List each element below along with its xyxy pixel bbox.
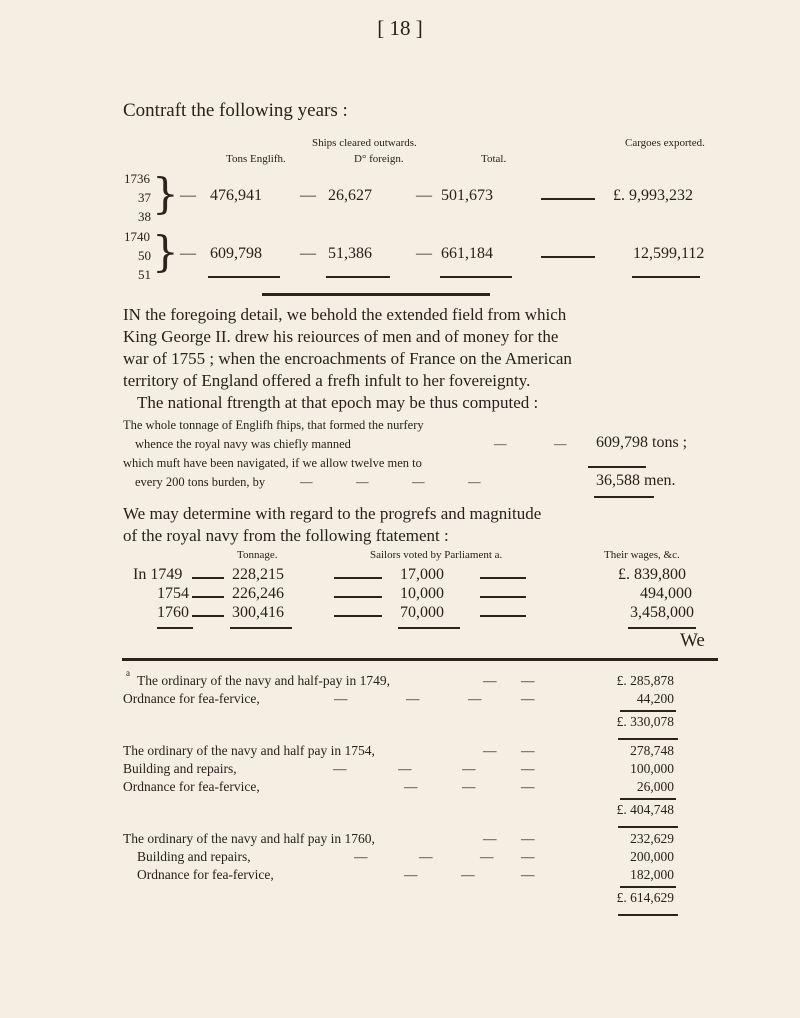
navy-row2-tonnage: 226,246 [232, 585, 284, 602]
footnote-dash: — [419, 849, 433, 864]
navy-row2-wages: 494,000 [640, 585, 692, 602]
sum-rule [618, 914, 678, 916]
row1-total: 501,673 [441, 187, 493, 204]
row1-year-b: 37 [138, 190, 151, 205]
sum-rule [620, 798, 676, 800]
navy-dash [192, 577, 224, 579]
footnote-dash: — [521, 849, 535, 864]
navy-dash [334, 615, 382, 617]
para2-line-2: of the royal navy from the following ftatement : [123, 526, 449, 545]
computation-underline [594, 496, 654, 498]
fn3-item2-value: 200,000 [630, 849, 674, 864]
navy-row1-tonnage: 228,215 [232, 566, 284, 583]
column-underline [440, 276, 512, 278]
para1-line-3: war of 1755 ; when the encroachments of France on the American [123, 349, 572, 368]
computation-dash: — [300, 475, 313, 489]
fn3-total: £. 614,629 [616, 890, 674, 905]
col-tonnage: Tonnage. [237, 549, 278, 561]
computation-tons: 609,798 tons ; [596, 434, 688, 451]
fn3-item1-label: The ordinary of the navy and half pay in 1760, [123, 831, 375, 846]
column-underline [632, 276, 700, 278]
fn2-total: £. 404,748 [616, 802, 674, 817]
row2-year-b: 50 [138, 248, 151, 263]
footnote-dash: — [521, 673, 535, 688]
sum-rule [620, 710, 676, 712]
sum-rule [618, 826, 678, 828]
footnote-dash: — [483, 743, 497, 758]
fn1-item2-label: Ordnance for fea-fervice, [123, 691, 260, 706]
row1-dash: — [416, 187, 432, 204]
fn2-item2-value: 100,000 [630, 761, 674, 776]
fn3-item3-label: Ordnance for fea-fervice, [137, 867, 274, 882]
footnote-separator [122, 658, 718, 661]
ships-cleared-header: Ships cleared outwards. [312, 137, 417, 149]
navy-dash [334, 577, 382, 579]
page-number: [ 18 ] [377, 16, 423, 40]
fn2-item1-value: 278,748 [630, 743, 674, 758]
computation-dash: — [412, 475, 425, 489]
sum-rule [620, 886, 676, 888]
computation-line-2: whence the royal navy was chiefly manned [135, 437, 351, 451]
column-underline [157, 627, 193, 629]
column-underline [398, 627, 460, 629]
cargoes-header: Cargoes exported. [625, 137, 705, 149]
fn2-item1-label: The ordinary of the navy and half pay in 1754, [123, 743, 375, 758]
column-underline [326, 276, 390, 278]
fn2-item3-label: Ordnance for fea-fervice, [123, 779, 260, 794]
computation-men: 36,588 men. [596, 472, 676, 489]
computation-line-4: every 200 tons burden, by [135, 475, 266, 489]
navy-row1-wages: £. 839,800 [618, 566, 686, 583]
fn1-item1-value: £. 285,878 [616, 673, 674, 688]
footnote-dash: — [521, 831, 535, 846]
footnote-dash: — [483, 673, 497, 688]
footnote-dash: — [334, 691, 348, 706]
fn1-total: £. 330,078 [616, 714, 674, 729]
para2-line-1: We may determine with regard to the progrefs and magnitude [123, 504, 542, 523]
row1-long-dash [541, 198, 595, 200]
computation-line-1: The whole tonnage of Englifh fhips, that formed the nurfery [123, 418, 424, 432]
navy-dash [192, 615, 224, 617]
fn3-item2-label: Building and repairs, [137, 849, 251, 864]
footnote-dash: — [406, 691, 420, 706]
col-foreign: D° foreign. [354, 153, 404, 165]
row1-dash: — [300, 187, 316, 204]
navy-row3-wages: 3,458,000 [630, 604, 694, 621]
para1-line-2: King George II. drew his reiources of men and of money for the [123, 327, 559, 346]
sum-rule [618, 738, 678, 740]
footnote-dash: — [462, 779, 476, 794]
fn3-item1-value: 232,629 [630, 831, 674, 846]
computation-long-dash [588, 466, 646, 468]
navy-row2-sailors: 10,000 [400, 585, 444, 602]
footnote-dash: — [521, 867, 535, 882]
footnote-dash: — [521, 761, 535, 776]
footnote-dash: — [404, 779, 418, 794]
row1-year-c: 38 [138, 209, 151, 224]
footnote-dash: — [333, 761, 347, 776]
row1-english: 476,941 [210, 187, 262, 204]
row2-long-dash [541, 256, 595, 258]
navy-row3-year: 1760 [157, 604, 189, 621]
footnote-dash: — [354, 849, 368, 864]
footnote-dash: — [468, 691, 482, 706]
column-underline [628, 627, 696, 629]
fn1-item1-label: The ordinary of the navy and half-pay in 1749, [137, 673, 391, 688]
navy-dash [192, 596, 224, 598]
navy-row1-sailors: 17,000 [400, 566, 444, 583]
navy-dash [480, 577, 526, 579]
row1-foreign: 26,627 [328, 187, 372, 204]
col-total: Total. [481, 153, 507, 165]
row2-total: 661,184 [441, 245, 493, 262]
fn3-item3-value: 182,000 [630, 867, 674, 882]
row1-year-a: 1736 [124, 171, 150, 186]
brace-glyph: } [152, 169, 179, 218]
computation-dash: — [356, 475, 369, 489]
footnote-dash: — [521, 779, 535, 794]
row2-leading-dash: — [180, 245, 196, 262]
fn1-item2-value: 44,200 [636, 691, 674, 706]
row2-foreign: 51,386 [328, 245, 372, 262]
row2-dash: — [416, 245, 432, 262]
column-underline [230, 627, 292, 629]
footnote-dash: — [480, 849, 494, 864]
computation-dash: — [554, 437, 567, 451]
footnote-dash: — [461, 867, 475, 882]
navy-row1-year: In 1749 [133, 566, 183, 583]
computation-dash: — [468, 475, 481, 489]
row2-dash: — [300, 245, 316, 262]
row2-cargo: 12,599,112 [633, 245, 705, 262]
footnote-dash: — [398, 761, 412, 776]
para1-line-5: The national ftrength at that epoch may be thus computed : [137, 393, 539, 412]
footnote-dash: — [521, 691, 535, 706]
navy-row3-tonnage: 300,416 [232, 604, 284, 621]
row2-year-c: 51 [138, 267, 151, 282]
navy-row2-year: 1754 [157, 585, 189, 602]
computation-line-3: which muft have been navigated, if we allow twelve men to [123, 456, 422, 470]
fn2-item3-value: 26,000 [636, 779, 674, 794]
row1-cargo: £. 9,993,232 [613, 187, 693, 204]
footnote-dash: — [404, 867, 418, 882]
section-separator [262, 293, 490, 296]
navy-dash [480, 615, 526, 617]
footnote-dash: — [483, 831, 497, 846]
row2-english: 609,798 [210, 245, 262, 262]
footnote-dash: — [462, 761, 476, 776]
column-underline [208, 276, 280, 278]
catchword: We [680, 630, 705, 651]
row1-leading-dash: — [180, 187, 196, 204]
fn2-item2-label: Building and repairs, [123, 761, 237, 776]
computation-dash: — [494, 437, 507, 451]
col-sailors: Sailors voted by Parliament a. [370, 549, 503, 561]
para1-line-1: IN the foregoing detail, we behold the extended field from which [123, 305, 567, 324]
col-wages: Their wages, &c. [604, 549, 680, 561]
footnote-marker: a [126, 668, 130, 678]
intro-line: Contraft the following years : [123, 100, 348, 121]
navy-row3-sailors: 70,000 [400, 604, 444, 621]
footnote-dash: — [521, 743, 535, 758]
para1-line-4: territory of England offered a frefh infult to her fovereignty. [123, 371, 531, 390]
col-tons-english: Tons Englifh. [226, 153, 286, 165]
navy-dash [334, 596, 382, 598]
row2-year-a: 1740 [124, 229, 150, 244]
brace-glyph: } [152, 227, 179, 276]
navy-dash [480, 596, 526, 598]
